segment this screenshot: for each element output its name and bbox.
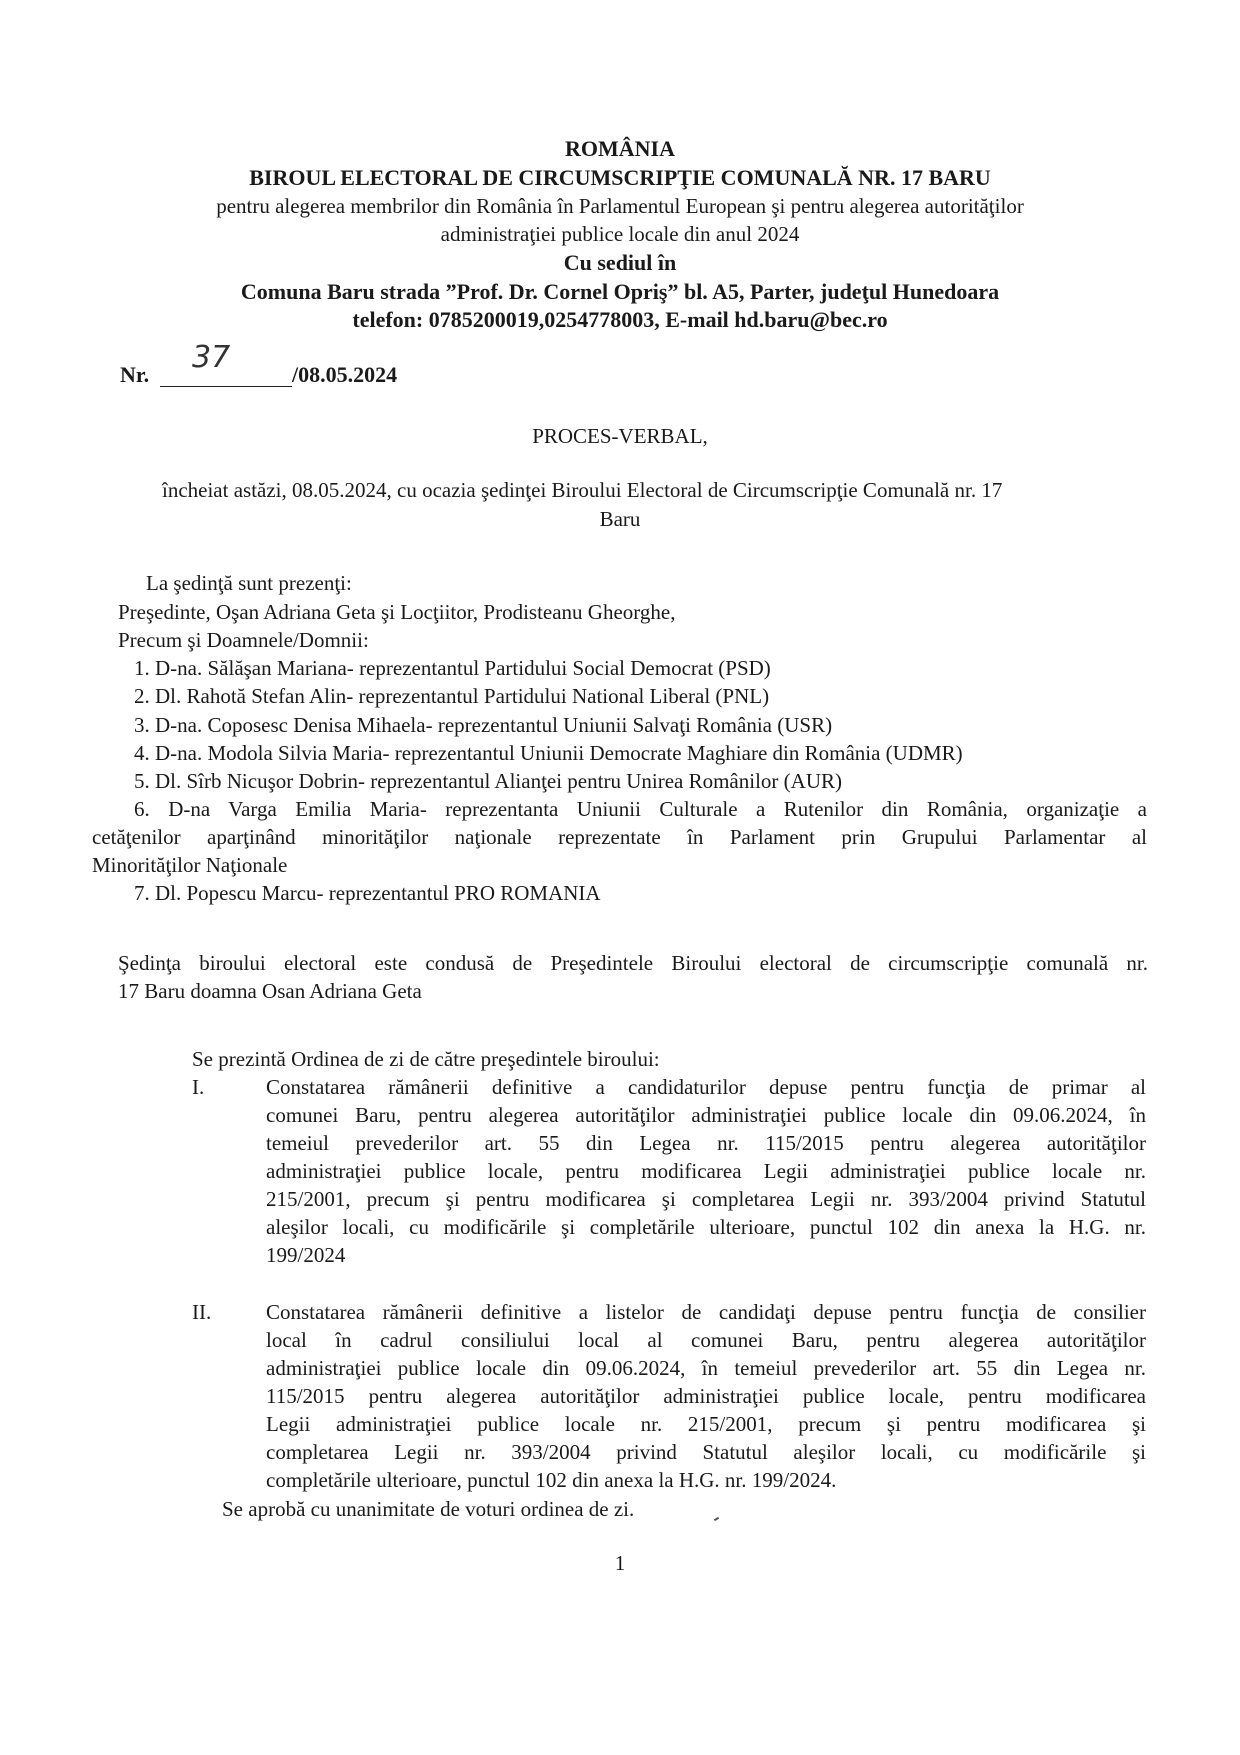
seat-label: Cu sediul în: [563, 250, 677, 275]
present-label: La şedinţă sunt prezenţi:: [146, 571, 352, 595]
agenda-item-line: completările ulterioare, punctul 102 din anexa la H.G. nr. 199/2024.: [266, 1468, 837, 1492]
member-item-continuation: cetăţenilor aparţinând minorităţilor naţionale reprezentate în Parlament prin Grupului Parlamentar al: [92, 825, 1147, 849]
agenda-item-numeral: II.: [192, 1300, 212, 1324]
agenda-intro: Se prezintă Ordinea de zi de către preşedintele biroului:: [192, 1047, 660, 1071]
registration-label: Nr.: [120, 362, 150, 387]
president-line: Preşedinte, Oşan Adriana Geta şi Locţiitor, Prodisteanu Gheorghe,: [118, 600, 676, 624]
agenda-item-line: comunei Baru, pentru alegerea autorităţilor administraţiei publice locale din 09.06.2024, în: [266, 1103, 1146, 1127]
purpose-line-2: administraţiei publice locale din anul 2024: [440, 222, 800, 246]
country-heading: ROMÂNIA: [565, 136, 675, 161]
agenda-item-line: completarea Legii nr. 393/2004 privind Statutul aleşilor locali, cu modificările şi: [266, 1440, 1146, 1464]
address-line: Comuna Baru strada ”Prof. Dr. Cornel Opriş” bl. A5, Parter, judeţul Hunedoara: [240, 279, 1000, 304]
registration-date: /08.05.2024: [292, 362, 398, 387]
chair-line-2: 17 Baru doamna Osan Adriana Geta: [118, 979, 422, 1003]
member-item: 3. D-na. Coposesc Denisa Mihaela- reprezentantul Uniunii Salvaţi România (USR): [134, 713, 833, 737]
registration-handwritten-number: 37: [192, 340, 231, 375]
member-item: 6. D-na Varga Emilia Maria- reprezentanta Uniunii Culturale a Rutenilor din România, organizaţie a: [134, 797, 1147, 821]
agenda-item-line: administraţiei publice locale, pentru modificarea Legii administraţiei publice locale nr.: [266, 1159, 1146, 1183]
agenda-item-line: local în cadrul consiliului local al comunei Baru, pentru alegerea autorităţilor: [266, 1328, 1146, 1352]
agenda-item-line: aleşilor locali, cu modificările şi completările ulterioare, punctul 102 din anexa la H.G. nr.: [266, 1215, 1146, 1239]
agenda-item-line: Legii administraţiei publice locale nr. 215/2001, precum şi pentru modificarea şi: [266, 1412, 1146, 1436]
intro-line-2: Baru: [599, 507, 641, 531]
member-item: 5. Dl. Sîrb Nicuşor Dobrin- reprezentantul Alianţei pentru Unirea Românilor (AUR): [134, 769, 842, 793]
member-item: 7. Dl. Popescu Marcu- reprezentantul PRO ROMANIA: [134, 881, 601, 905]
agenda-item-line: 215/2001, precum şi pentru modificarea şi completarea Legii nr. 393/2004 privind Statutul: [266, 1187, 1146, 1211]
agenda-item-line: 115/2015 pentru alegerea autorităţilor administraţiei publice locale, pentru modificarea: [266, 1384, 1146, 1408]
stray-mark: [714, 1517, 719, 1521]
others-label: Precum şi Doamnele/Domnii:: [118, 628, 369, 652]
agenda-item-line: administraţiei publice locale din 09.06.2024, în temeiul prevederilor art. 55 din Legea nr.: [266, 1356, 1146, 1380]
purpose-line-1: pentru alegerea membrilor din România în Parlamentul European şi pentru alegerea autorităţilor: [216, 194, 1024, 218]
chair-line-1: Şedinţa biroului electoral este condusă de Preşedintele Biroului electoral de circumscripţie comunală nr.: [118, 951, 1148, 975]
page-number: 1: [614, 1551, 626, 1575]
intro-line-1: încheiat astăzi, 08.05.2024, cu ocazia şedinţei Biroului Electoral de Circumscripţie Comunală nr. 17: [162, 478, 1003, 502]
office-heading: BIROUL ELECTORAL DE CIRCUMSCRIPŢIE COMUNALĂ NR. 17 BARU: [249, 165, 991, 190]
agenda-item-line: 199/2024: [266, 1243, 346, 1267]
registration-underline: [160, 386, 292, 387]
agenda-item-line: Constatarea rămânerii definitive a listelor de candidaţi depuse pentru funcţia de consilier: [266, 1300, 1146, 1324]
member-item-continuation: Minorităţilor Naţionale: [92, 853, 288, 877]
agenda-item-line: temeiul prevederilor art. 55 din Legea nr. 115/2015 pentru alegerea autorităţilor: [266, 1131, 1146, 1155]
document-title: PROCES-VERBAL,: [532, 424, 708, 448]
member-item: 1. D-na. Sălăşan Mariana- reprezentantul Partidului Social Democrat (PSD): [134, 656, 771, 680]
agenda-item-line: Constatarea rămânerii definitive a candidaturilor depuse pentru funcţia de primar al: [266, 1075, 1146, 1099]
contact-line: telefon: 0785200019,0254778003, E-mail hd.baru@bec.ro: [352, 307, 888, 332]
agenda-item-numeral: I.: [192, 1075, 205, 1099]
agenda-approval: Se aprobă cu unanimitate de voturi ordinea de zi.: [222, 1497, 635, 1521]
member-item: 4. D-na. Modola Silvia Maria- reprezentantul Uniunii Democrate Maghiare din România (UDMR): [134, 741, 963, 765]
member-item: 2. Dl. Rahotă Stefan Alin- reprezentantul Partidului National Liberal (PNL): [134, 684, 770, 708]
